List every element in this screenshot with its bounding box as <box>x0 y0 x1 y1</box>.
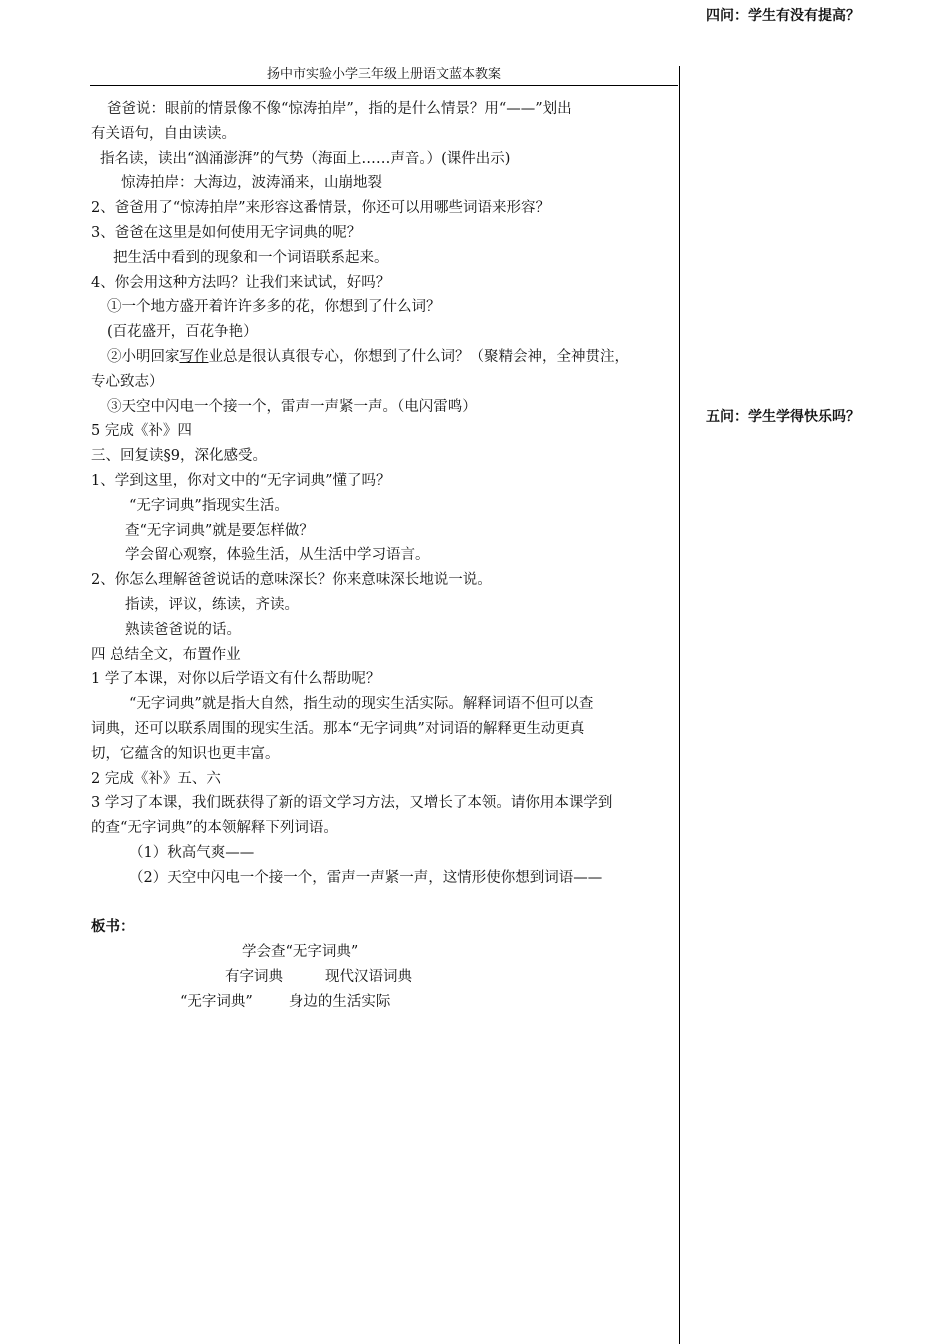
board-label: 板书： <box>91 919 135 936</box>
text-line: 5 完成《补》四 <box>91 423 192 440</box>
text-line: ①一个地方盛开着许许多多的花，你想到了什么词？ <box>107 299 441 316</box>
text-line: 指读，评议，练读，齐读。 <box>125 596 299 613</box>
text-line: 学会留心观察，体验生活，从生活中学习语言。 <box>125 547 430 564</box>
text-line: （1）秋高气爽—— <box>129 844 255 861</box>
side-note-q4: 四问：学生有没有提高？ <box>706 8 860 24</box>
board-title: 学会查“无字词典” <box>242 944 359 961</box>
board-row2-right: 身边的生活实际 <box>288 993 391 1010</box>
text-line: ③天空中闪电一个接一个，雷声一声紧一声。（电闪雷鸣） <box>107 398 477 415</box>
text-line: 1 学了本课，对你以后学语文有什么帮助呢？ <box>91 671 381 688</box>
text-fragment: ②小明回家 <box>107 348 180 365</box>
text-line: 2、你怎么理解爸爸说话的意味深长？你来意味深长地说一说。 <box>91 572 492 589</box>
text-line: “无字词典”就是指大自然，指生动的现实生活实际。解释词语不但可以查 <box>129 696 594 713</box>
text-line: 3 学习了本课，我们既获得了新的语文学习方法，又增长了本领。请你用本课学到 <box>91 795 613 812</box>
text-line: (百花盛开，百花争艳） <box>107 324 258 341</box>
text-line: 专心致志） <box>91 373 164 390</box>
text-line: 惊涛拍岸：大海边，波涛涌来，山崩地裂 <box>121 175 382 192</box>
text-line: 查“无字词典”就是要怎样做？ <box>125 522 314 539</box>
blank-line <box>91 891 683 916</box>
board-row2-left: “无字词典” <box>180 993 253 1010</box>
board-row1-left: 有字词典 <box>225 968 283 985</box>
text-line: 1、学到这里，你对文中的“无字词典”懂了吗？ <box>91 472 391 489</box>
text-fragment: 业总是很认真很专心，你想到了什么词？（聚精会神，全神贯注， <box>208 348 629 365</box>
text-line: 的查“无字词典”的本领解释下列词语。 <box>91 820 338 837</box>
text-line: 4、你会用这种方法吗？让我们来试试，好吗？ <box>91 274 391 291</box>
underlined-term: 写作 <box>179 348 209 365</box>
board-row1-right: 现代汉语词典 <box>325 968 412 985</box>
text-line: “无字词典”指现实生活。 <box>129 497 289 514</box>
text-line: 2、爸爸用了“惊涛拍岸”来形容这番情景，你还可以用哪些词语来形容？ <box>91 200 551 217</box>
board-row <box>91 965 683 990</box>
text-line: 指名读，读出“汹涌澎湃”的气势（海面上……声音。）(课件出示) <box>100 150 511 167</box>
board-row <box>91 990 683 1015</box>
page-header <box>90 66 678 86</box>
text-line: 把生活中看到的现象和一个词语联系起来。 <box>113 249 389 266</box>
text-line: 爸爸说：眼前的情景像不像“惊涛拍岸”，指的是什么情景？用“——”划出 <box>107 101 572 117</box>
text-line: 2 完成《补》五、六 <box>91 770 221 787</box>
text-line <box>91 345 683 370</box>
text-line: 切，它蕴含的知识也更丰富。 <box>91 745 280 762</box>
text-line: 词典，还可以联系周围的现实生活。那本“无字词典”对词语的解释更生动更真 <box>91 720 585 737</box>
text-line: 熟读爸爸说的话。 <box>125 621 241 638</box>
side-note-q5: 五问：学生学得快乐吗？ <box>706 409 860 425</box>
text-line: （2）天空中闪电一个接一个，雷声一声紧一声，这情形使你想到词语—— <box>129 869 603 886</box>
text-line: 三、回复读§9，深化感受。 <box>91 448 267 465</box>
header-title: 扬中市实验小学三年级上册语文蓝本教案 <box>266 67 501 82</box>
lesson-body <box>91 97 683 1014</box>
text-line: 有关语句，自由读读。 <box>91 125 236 142</box>
text-line: 四 总结全文，布置作业 <box>91 646 241 663</box>
text-line: 3、爸爸在这里是如何使用无字词典的呢？ <box>91 224 362 241</box>
